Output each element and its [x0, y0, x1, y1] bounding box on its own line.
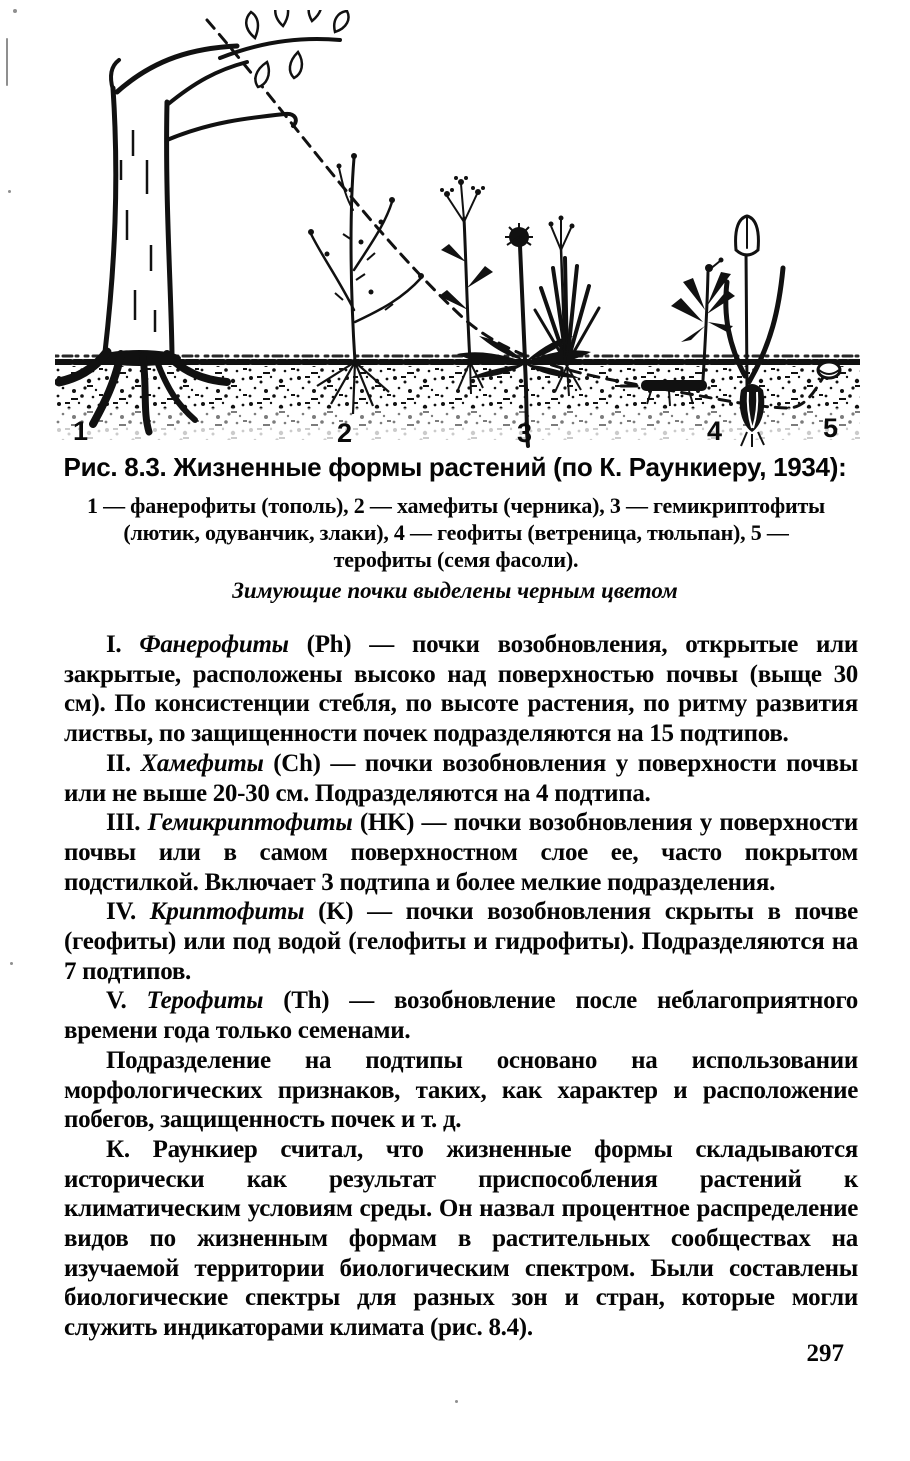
- scan-speck: [455, 1400, 458, 1403]
- figure-label-2: 2: [337, 418, 353, 448]
- paragraph-term: Хамефиты: [140, 749, 264, 777]
- paragraph: [64, 1135, 858, 1343]
- scan-speck: [13, 9, 17, 13]
- scan-speck: [8, 190, 11, 193]
- paragraph-lead: II.: [106, 749, 141, 777]
- shrub-leaf-ticks: [335, 234, 393, 310]
- paragraph-lead: III.: [106, 809, 148, 837]
- page-number: 297: [806, 1340, 844, 1367]
- figure-label-1: 1: [73, 416, 89, 446]
- figure-8-3-illustration: [55, 10, 860, 450]
- paragraph-text: (Th) — возобновление после неблагоприятного времени года только семенами.: [64, 987, 858, 1045]
- figure-label-4: 4: [707, 416, 723, 446]
- paragraph-text: (Ch) — почки возобновления у поверхности почвы или не выше 20-30 см. Подразделяются на 4 подтипа.: [64, 749, 858, 807]
- paragraph-text: К. Раункиер считал, что жизненные формы складываются исторически как результат приспособления растений к климатическим условиям среды. Он назвал процентное распределение видов по жизненным формам в растительных сообществах на изучаемой территории биологическим спектром. Были составлены биологические спектры для разных зон и стран, которые могли служить индикаторами климата (рис. 8.4).: [64, 1135, 858, 1342]
- body-text: [64, 630, 858, 1343]
- paragraph: [64, 897, 858, 986]
- figure-label-5: 5: [823, 413, 839, 443]
- paragraph: [64, 808, 858, 897]
- paragraph-lead: IV.: [106, 898, 150, 926]
- figure-caption-note: Зимующие почки выделены черным цветом: [232, 578, 678, 603]
- paragraph-term: Гемикриптофиты: [147, 809, 353, 837]
- life-forms-drawing: [55, 10, 860, 450]
- scan-speck: [10, 962, 13, 965]
- paragraph-text: (HK) — почки возобновления у поверхности почвы или в самом поверхностном слое ее, часто покрытом подстилкой. Включает 3 подтипа и более мелкие подразделения.: [64, 809, 859, 896]
- tree-leaves: [246, 10, 348, 87]
- paragraph-term: Криптофиты: [149, 898, 305, 926]
- paragraph-lead: V.: [106, 987, 147, 1015]
- paragraph-text: (K) — почки возобновления скрыты в почве (геофиты) или под водой (гелофиты и гидрофиты). Подразделяются на 7 подтипов.: [64, 898, 858, 985]
- paragraph: [64, 986, 858, 1045]
- paragraph: [64, 1046, 858, 1135]
- paragraph-text: Подразделение на подтипы основано на использовании морфологических признаков, таких, как характер и расположение побегов, защищенность почек и т. д.: [64, 1046, 858, 1134]
- figure-caption-legend: 1 — фанерофиты (тополь), 2 — хамефиты (черника), 3 — гемикриптофиты (лютик, одуванчик, злаки), 4 — геофиты (ветреница, тюльпан), 5 — терофиты (семя фасоли).: [86, 493, 826, 572]
- bean-seed: [818, 362, 840, 378]
- figure-label-3: 3: [517, 418, 533, 448]
- figure-caption-title: Рис. 8.3. Жизненные формы растений (по К. Раункиеру, 1934):: [63, 452, 847, 482]
- paragraph: [64, 630, 858, 749]
- shrub-buds: [308, 153, 424, 295]
- paragraph-term: Терофиты: [146, 987, 264, 1015]
- trunk-texture: [121, 130, 155, 332]
- paragraph-text: (Ph) — почки возобновления, открытые или закрытые, расположены высоко над поверхностью почвы (выще 30 см). По консистенции стебля, по высоте растения, по ритму развития листвы, по защищенности почек подразделяются на 15 подтипов.: [64, 631, 858, 748]
- paragraph-term: Фанерофиты: [139, 631, 289, 658]
- paragraph-lead: I.: [106, 631, 140, 658]
- paragraph: [64, 749, 858, 808]
- scan-speck: [6, 38, 8, 86]
